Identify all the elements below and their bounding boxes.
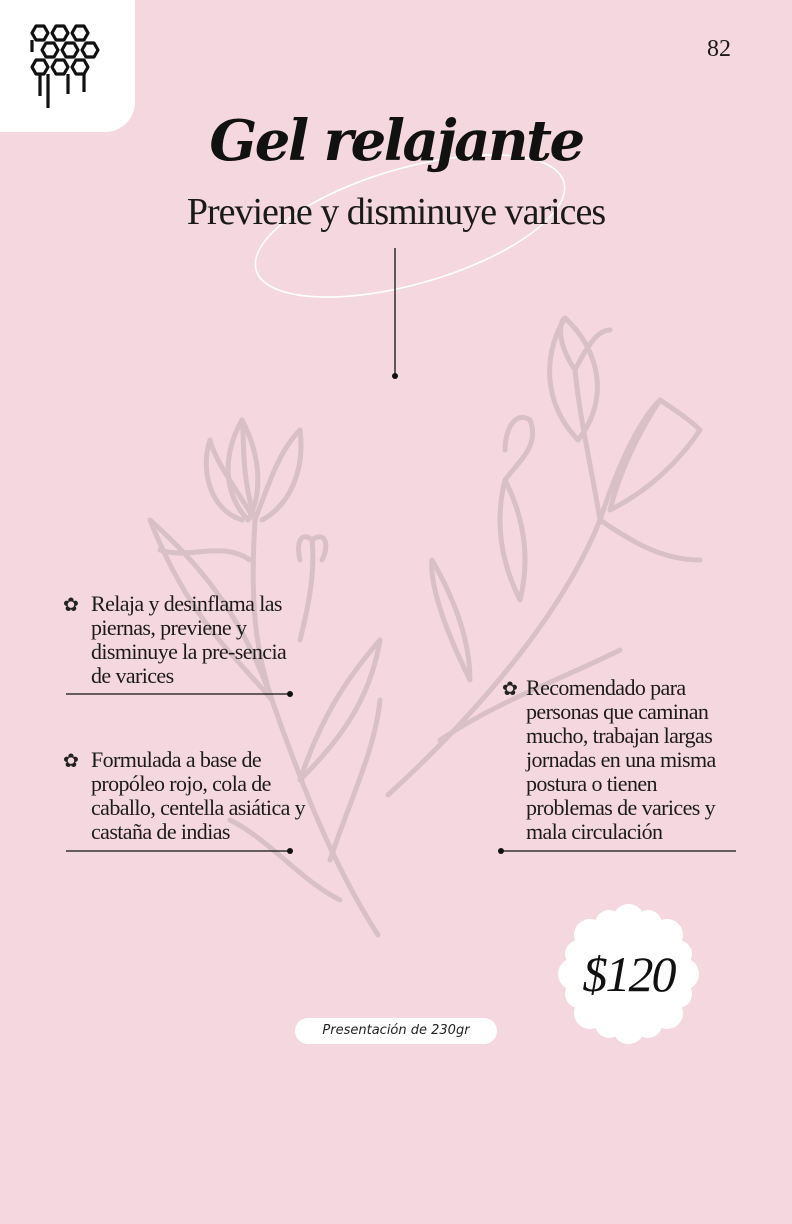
product-subtitle: Previene y disminuye varices xyxy=(186,191,606,233)
benefit-text: Relaja y desinflama las piernas, previene y disminuye la pre-sencia de varices xyxy=(91,591,287,688)
price-badge xyxy=(556,904,701,1044)
title-connector-dot xyxy=(392,373,398,379)
flower-icon: ✿ xyxy=(502,679,518,700)
presentation-label: Presentación de 230gr xyxy=(295,1018,497,1044)
product-title: Gel relajante xyxy=(209,108,583,174)
benefit-item xyxy=(63,747,306,844)
page-number: 82 xyxy=(707,36,731,62)
flower-icon: ✿ xyxy=(63,595,79,616)
benefit-item xyxy=(502,675,741,844)
benefit-text: Recomendado para personas que caminan mucho, trabajan largas jornadas en una misma postura o tienen problemas de varices y mala circulación xyxy=(526,675,716,844)
benefit-item xyxy=(63,591,296,688)
price-value: $120 xyxy=(582,946,675,1002)
flower-icon: ✿ xyxy=(63,751,79,772)
benefit-text: Formulada a base de propóleo rojo, cola de caballo, centella asiática y castaña de indias xyxy=(91,747,306,844)
